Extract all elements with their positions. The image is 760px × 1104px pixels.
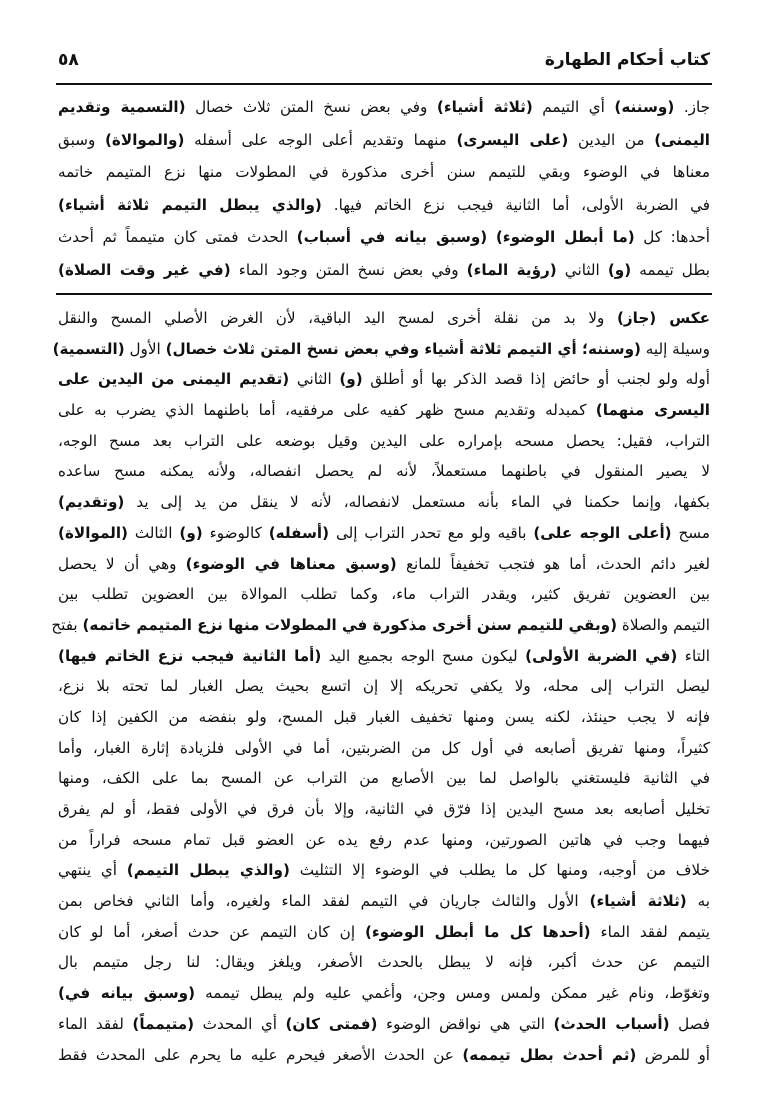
text-segment: فيهما وجب في هاتين الصورتين، ومنها عدم رفع يده عن العضو قبل تمام مسحه فراراً من bbox=[58, 830, 710, 849]
bold-quote: (متيمماً) bbox=[132, 1014, 195, 1033]
bold-quote: (أما الثانية فيجب نزع الخاتم فيها) bbox=[58, 646, 322, 665]
text-line bbox=[58, 303, 710, 334]
bold-quote: (وسبق معناها في الوضوء) bbox=[185, 554, 397, 573]
footnote-separator bbox=[56, 293, 712, 295]
text-segment: التراب، فقيل: يحصل مسحه بإمراره على اليدين وقيل بوضعه على التراب بعد مسح الوجه، bbox=[58, 431, 710, 450]
text-line bbox=[58, 91, 710, 124]
text-segment: ليصل التراب إلى محله، ولا يكفي تحريكه إلا إن اتسع بحيث يصل الغبار لما تحته بلا نزع، bbox=[58, 677, 710, 696]
text-segment: جاز. bbox=[674, 98, 710, 116]
text-line bbox=[58, 733, 710, 764]
bold-quote: (و) bbox=[607, 260, 632, 279]
text-segment: خلاف من أوجبه، ومنها كل ما يطلب في الوضوء إلا التثليث bbox=[289, 861, 710, 880]
text-segment: باقيه ولو مع تحدر التراب إلى bbox=[329, 523, 534, 542]
text-line bbox=[58, 395, 710, 426]
text-segment: الأول bbox=[124, 339, 166, 358]
text-segment: وسبق bbox=[58, 130, 105, 149]
text-segment: لا يصير المنقول في باطنهما مستعملاً، لأنه لم يحصل انفصاله، ولأنه يمكنه مسح ساعده bbox=[58, 462, 710, 481]
text-segment: كمبدله وتقديم مسح ظهر كفيه على مرفقيه، أما باطنهما الذي يضرب به على bbox=[58, 401, 596, 420]
text-segment: الثاني bbox=[289, 370, 340, 389]
text-segment: يتيمم لفقد الماء bbox=[590, 922, 710, 941]
commentary-text bbox=[51, 303, 711, 1070]
text-line bbox=[51, 610, 710, 641]
text-line bbox=[58, 794, 710, 825]
text-line bbox=[58, 1009, 710, 1040]
header-rule bbox=[56, 83, 712, 85]
text-segment: تخليل أصابعه بعد مسح اليدين إذا فرّق في الثانية، وإلا بأن فرق في الأولى فقط، أو لم يفرق bbox=[58, 800, 710, 818]
text-segment: من اليدين bbox=[568, 130, 655, 149]
text-segment: في الثانية فليستغني بالواصل لما بين الأصابع من التراب عن المسح بما على الكف، ومنها bbox=[58, 769, 710, 788]
text-line bbox=[58, 487, 710, 518]
running-header bbox=[58, 48, 710, 78]
text-line bbox=[58, 426, 710, 457]
bold-quote: (في غير وقت الصلاة) bbox=[58, 260, 231, 279]
bold-quote: (على اليسرى) bbox=[456, 130, 569, 149]
text-line bbox=[58, 254, 710, 287]
text-segment: الثاني bbox=[556, 260, 608, 279]
text-segment: فإنه لا يجب حينئذ، لكنه يسن ومنها تخفيف الغبار قبل المسح، ولو بنفضه من الكفين إذا كان bbox=[58, 707, 710, 726]
text-segment: به bbox=[686, 892, 710, 911]
bold-quote: اليسرى منهما) bbox=[595, 401, 710, 420]
bold-quote: (أعلى الوجه على) bbox=[533, 523, 672, 542]
text-line bbox=[58, 124, 710, 157]
text-segment: أحدها: كل bbox=[634, 228, 710, 247]
text-segment: بين العضوين تفريق كثير، ويقدر التراب ماء، وكما تطلب الموالاة بين العضوين تطلب بين bbox=[58, 585, 710, 604]
text-segment: لفقد الماء bbox=[58, 1014, 133, 1033]
text-line bbox=[58, 763, 710, 794]
main-text bbox=[58, 91, 710, 287]
text-line bbox=[58, 702, 710, 733]
text-segment: لغير دائم الحدث، أما هو فتجب تخفيفاً للمانع bbox=[396, 554, 710, 573]
text-segment: ليكون مسح الوجه بجميع اليد bbox=[321, 646, 526, 665]
text-segment: منهما وتقديم أعلى الوجه على أسفله bbox=[184, 130, 457, 149]
text-line bbox=[58, 189, 710, 222]
text-segment: ولا بد من نقلة أخرى لمسح اليد الباقية، لأن الغرض الأصلي المسح والنقل bbox=[58, 309, 617, 327]
bold-quote: (وسبق بيانه في أسباب) bbox=[296, 228, 488, 247]
text-line bbox=[58, 1040, 710, 1071]
bold-quote: (ثلاثة أشياء) bbox=[436, 98, 533, 116]
text-segment: وسيلة إليه bbox=[640, 339, 710, 358]
bold-quote: (فمتى كان) bbox=[285, 1014, 378, 1033]
bold-quote: (و) bbox=[339, 370, 363, 389]
bold-quote: (وسبق بيانه في) bbox=[58, 984, 196, 1003]
bold-quote: عكس (جاز) bbox=[616, 309, 710, 327]
text-segment: وفي بعض نسخ المتن وجود الماء bbox=[230, 260, 467, 279]
text-segment: كالوضوء bbox=[202, 523, 269, 542]
bold-quote: (ما أبطل الوضوء) bbox=[495, 228, 635, 247]
bold-quote: (وسننه؛ أي التيمم ثلاثة أشياء وفي بعض نسخ المتن ثلاث خصال) bbox=[165, 339, 641, 358]
book-title: كتاب أحكام الطهارة bbox=[544, 50, 710, 70]
bold-quote: (تقديم اليمنى من اليدين على bbox=[58, 370, 290, 389]
text-line bbox=[58, 156, 710, 189]
bold-quote: (أحدها كل ما أبطل الوضوء) bbox=[364, 922, 591, 941]
bold-quote: (أسباب الحدث) bbox=[553, 1014, 670, 1033]
text-line bbox=[58, 978, 710, 1009]
text-segment: وتغوّط، ونام غير ممكن ولمس ومس وجن، وأغمي عليه ولم يبطل تيممه bbox=[195, 984, 710, 1003]
bold-quote: (ثلاثة أشياء) bbox=[589, 892, 687, 911]
text-segment: أو للمرض bbox=[636, 1045, 711, 1064]
bold-quote: (ثم أحدث بطل تيممه) bbox=[462, 1045, 637, 1064]
text-line bbox=[52, 334, 710, 365]
text-segment: أي التيمم bbox=[532, 98, 615, 116]
page-number: ٥٨ bbox=[58, 50, 79, 70]
bold-quote: (وسننه) bbox=[614, 98, 675, 116]
bold-quote: (والموالاة) bbox=[104, 130, 185, 149]
text-line bbox=[58, 579, 710, 610]
text-line bbox=[58, 825, 710, 856]
text-line bbox=[58, 364, 710, 395]
text-line bbox=[58, 947, 710, 978]
text-segment: الحدث فمتى كان متيمماً ثم أحدث bbox=[58, 228, 297, 247]
text-segment: التيمم والصلاة bbox=[617, 615, 710, 634]
text-segment: الأول والثالث جاريان في التيمم لفقد الماء ولغيره، وأما الثاني فخاص بمن bbox=[58, 892, 590, 911]
text-segment: وهي أن لا يحصل bbox=[58, 554, 186, 573]
text-line bbox=[58, 221, 710, 254]
text-segment: بطل تيممه bbox=[631, 260, 710, 279]
bold-quote: (والذي يبطل التيمم ثلاثة أشياء) bbox=[58, 195, 322, 214]
text-line bbox=[58, 518, 710, 549]
text-segment: التي هي نواقض الوضوء bbox=[377, 1014, 554, 1033]
bold-quote: (الموالاة) bbox=[58, 523, 128, 542]
text-line bbox=[58, 886, 710, 917]
text-segment: إن كان التيمم عن حدث أصغر، أما لو كان bbox=[58, 922, 365, 941]
text-segment: فصل bbox=[669, 1014, 711, 1033]
text-line bbox=[58, 641, 710, 672]
text-segment: في الضربة الأولى، أما الثانية فيجب نزع الخاتم فيها. bbox=[321, 195, 711, 214]
bold-quote: (التسمية وتقديم bbox=[58, 98, 186, 116]
text-segment: مسح bbox=[671, 523, 710, 542]
text-segment: التيمم عن حدث أكبر، فإنه لا يبطل بالحدث الأصغر، ويلغز ويقال: لنا رجل متيمم بال bbox=[58, 953, 710, 972]
text-segment: أي المحدث bbox=[194, 1014, 286, 1033]
text-segment bbox=[487, 228, 496, 246]
bold-quote: (والذي يبطل التيمم) bbox=[126, 861, 290, 880]
text-segment: بكفها، وإنما حكمنا في الماء بأنه مستعمل لانفصاله، لأنه لا ينقل من يد إلى يد bbox=[124, 493, 710, 512]
bold-quote: (أسفله) bbox=[268, 523, 330, 542]
text-segment: وفي بعض نسخ المتن ثلاث خصال bbox=[185, 98, 437, 116]
text-line bbox=[58, 917, 710, 948]
text-segment: بفتح bbox=[51, 615, 83, 634]
text-line bbox=[58, 456, 710, 487]
text-line bbox=[58, 549, 710, 580]
text-segment: عن الحدث الأصغر فيحرم عليه ما يحرم على المحدث فقط bbox=[58, 1045, 463, 1064]
bold-quote: (التسمية) bbox=[52, 339, 125, 358]
text-segment: أوله ولو لجنب أو حائض إذا قصد الذكر بها أو أطلق bbox=[362, 370, 710, 389]
text-segment: كثيراً، ومنها تفريق أصابعه في أول كل من الضربتين، أما في الأولى فلزيادة إثارة الغبار، وأما bbox=[58, 738, 710, 757]
text-segment: معناها في الوضوء وبقي للتيمم سنن أخرى مذكورة في المطولات منها نزع المتيمم خاتمه bbox=[58, 163, 710, 182]
bold-quote: (و) bbox=[179, 523, 203, 542]
bold-quote: (رؤية الماء) bbox=[466, 260, 557, 279]
text-line bbox=[58, 671, 710, 702]
text-segment: الثالث bbox=[127, 523, 180, 542]
text-segment: أي ينتهي bbox=[58, 861, 127, 880]
text-segment: التاء bbox=[677, 646, 711, 665]
bold-quote: (وبقي للتيمم سنن أخرى مذكورة في المطولات منها نزع المتيمم خاتمه) bbox=[82, 615, 618, 634]
bold-quote: اليمنى) bbox=[654, 130, 710, 149]
bold-quote: (وتقديم) bbox=[58, 493, 125, 512]
text-line bbox=[58, 855, 710, 886]
bold-quote: (في الضربة الأولى) bbox=[525, 646, 678, 665]
